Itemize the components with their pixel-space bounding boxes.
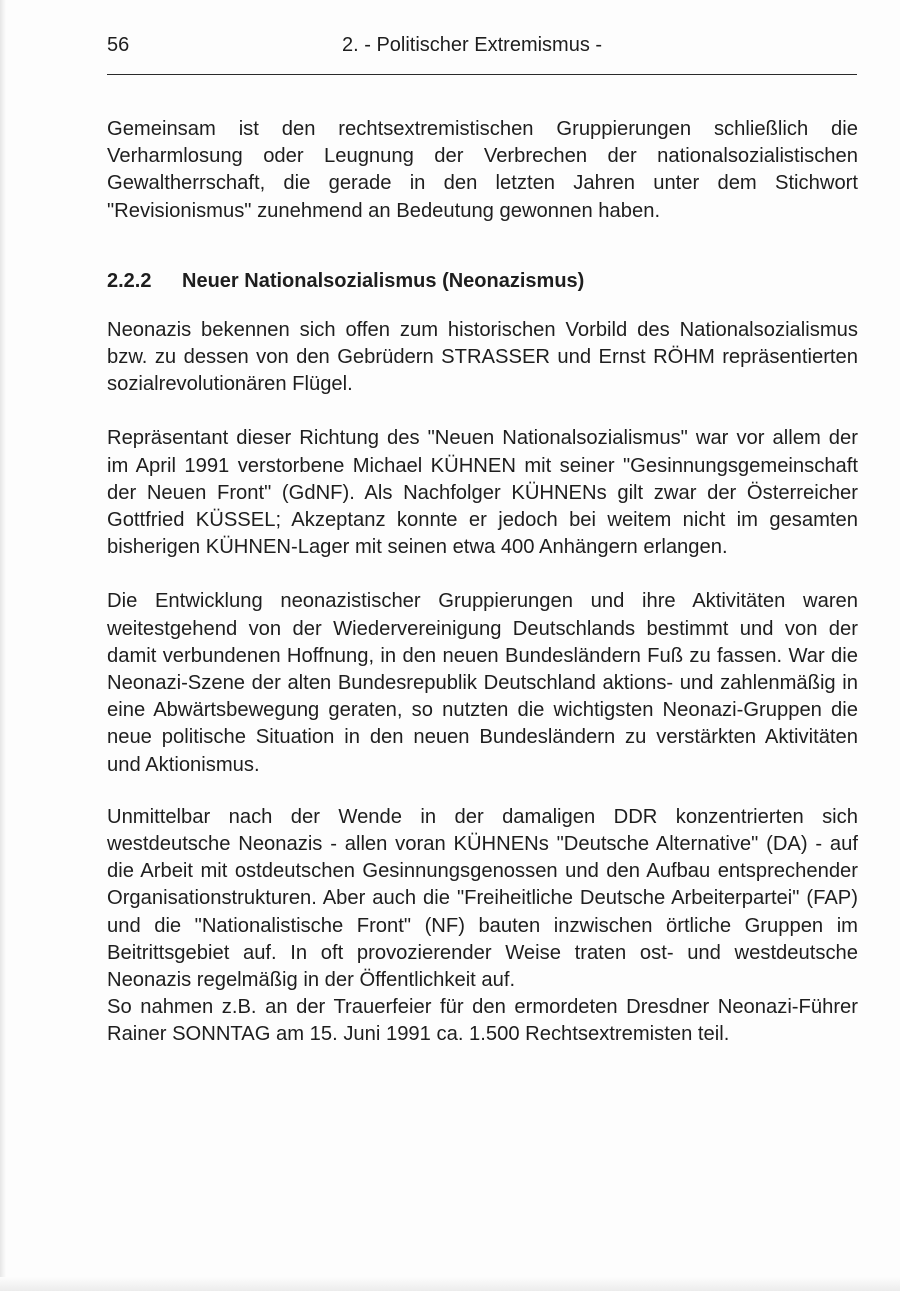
paragraph-trauerfeier: So nahmen z.B. an der Trauerfeier für den ermordeten Dresdner Neonazi-Führer Rainer SONNTAG am 15. Juni 1991 ca. 1.500 Rechtsextremisten teil. [107, 996, 858, 1046]
paragraph-wende: Unmittelbar nach der Wende in der damaligen DDR konzentrierten sich westdeutsche Neonazis - allen voran KÜHNENs "Deutsche Alternative" (DA) - auf die Arbeit mit ostdeutschen Gesinnungsgenossen und den Aufbau entsprechender Organisationstrukturen. Aber auch die "Freiheitliche Deutsche Arbeiterpartei" (FAP) und die "Nationalistische Front" (NF) bauten inzwischen örtliche Gruppen im Beitrittsgebiet auf. In oft provozierender Weise traten ost- und westdeutsche Neonazis regelmäßig in der Öffentlichkeit auf. [107, 805, 858, 992]
paragraph-kuehnen: Repräsentant dieser Richtung des "Neuen Nationalsozialismus" war vor allem der im April 1991 verstorbene Michael KÜHNEN mit seiner "Gesinnungsgemeinschaft der Neuen Front" (GdNF). Als Nachfolger KÜHNENs gilt zwar der Österreicher Gottfried KÜSSEL; Akzeptanz konnte er jedoch bei weitem nicht im gesamten bisherigen KÜHNEN-Lager mit seinen etwa 400 Anhängern erlangen. [107, 427, 858, 559]
paragraph-intro: Gemeinsam ist den rechtsextremistischen Gruppierungen schließlich die Verharmlosung oder Leugnung der Verbrechen der nationalsozialistischen Gewaltherrschaft, die gerade in den letzten Jahren unter dem Stichwort "Revisionismus" zunehmend an Bedeutung gewonnen haben. [107, 118, 858, 222]
scan-shadow-left [0, 0, 6, 1291]
body-text [107, 116, 858, 1049]
running-title: 2. - Politischer Extremismus - [342, 34, 603, 56]
page-header [107, 34, 857, 64]
section-number: 2.2.2 [107, 269, 152, 292]
header-rule [107, 74, 857, 75]
paragraph-neonazis-vorbild: Neonazis bekennen sich offen zum historischen Vorbild des Nationalsozialismus bzw. zu dessen von den Gebrüdern STRASSER und Ernst RÖHM repräsentierten sozialrevolutionären Flügel. [107, 318, 858, 396]
paragraph-entwicklung: Die Entwicklung neonazistischer Gruppierungen und ihre Aktivitäten waren weitestgehend von der Wiedervereinigung Deutschlands bestimmt und von der damit verbundenen Hoffnung, in den neuen Bundesländern Fuß zu fassen. War die Neonazi-Szene der alten Bundesrepublik Deutschland aktions- und zahlenmäßig in eine Abwärtsbewegung geraten, so nutzten die wichtigsten Neonazi-Gruppen die neue politische Situation in den neuen Bundesländern zu verstärkten Aktivitäten und Aktionismus. [107, 590, 858, 776]
scan-shadow-bottom [0, 1277, 900, 1291]
page-number: 56 [107, 34, 130, 56]
section-heading [107, 268, 858, 295]
section-title: Neuer Nationalsozialismus (Neonazismus) [182, 269, 585, 292]
